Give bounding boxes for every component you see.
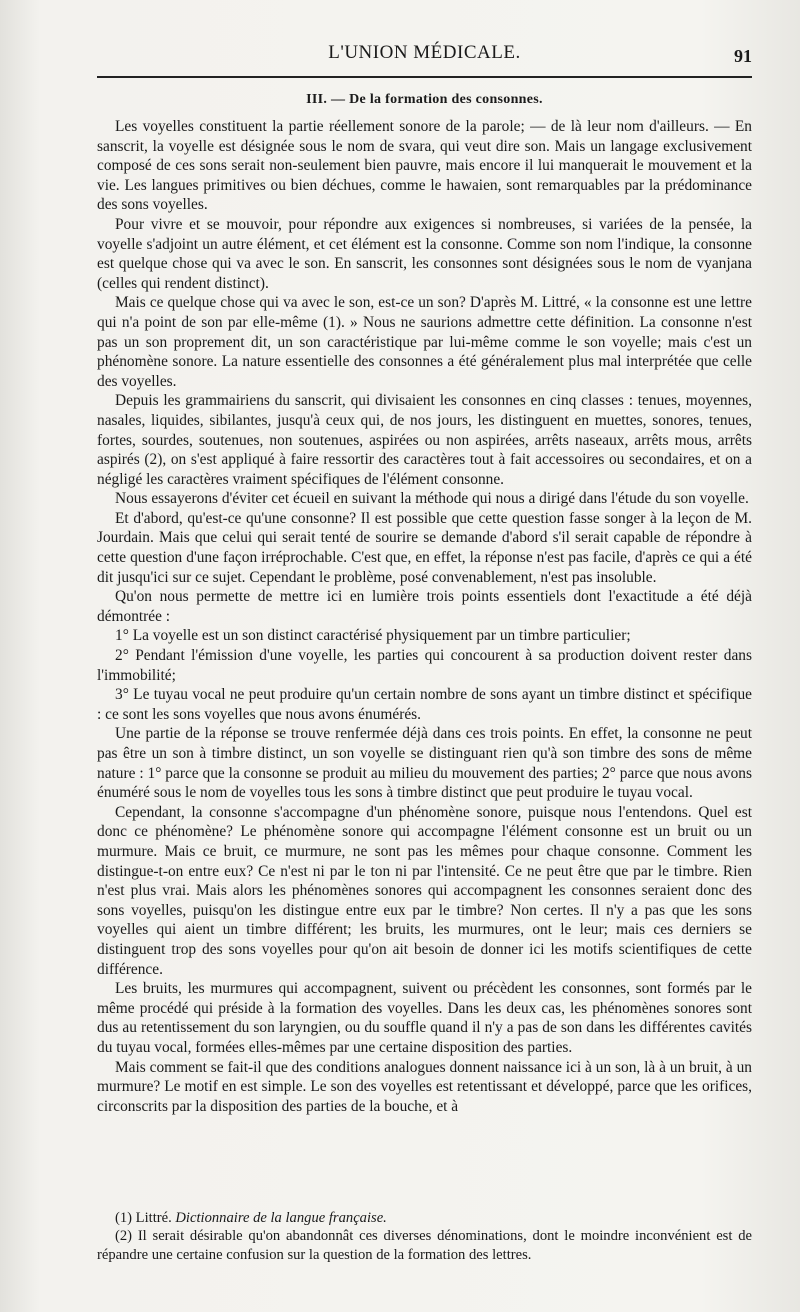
paragraph: Une partie de la réponse se trouve renfermée déjà dans ces trois points. En effet, la consonne ne peut pas être un son à timbre distinct, un son voyelle se distinguant rien qu'à son timbre des sons de même nature : 1° parce que la consonne se produit au milieu du mouvement des parties; 2° parce que nous avons énuméré sous le nom de voyelles tous les sons à timbre distinct que peut produire le tuyau vocal.	[97, 725, 752, 802]
paragraph: Mais ce quelque chose qui va avec le son, est-ce un son? D'après M. Littré, « la consonne est une lettre qui n'a point de son par elle-même (1). » Nous ne saurions admettre cette définition. La consonne n'est pas un son proprement dit, un son caractéristique par lui-même comme le son voyelle; mais c'est un phénomène sonore. La nature essentielle des consonnes a été généralement plus mal interprétée que celle des voyelles.	[97, 294, 752, 390]
footnotes	[97, 1209, 752, 1264]
paragraph: Les voyelles constituent la partie réellement sonore de la parole; — de là leur nom d'ailleurs. — En sanscrit, la voyelle est désignée sous le nom de svara, qui veut dire son. Mais un langage exclusivement composé de ces sons serait non-seulement bien pauvre, mais encore il lui manquerait le mouvement et la vie. Les langues primitives ou bien déchues, comme le hawaien, sont remarquables par la prédominance des sons voyelles.	[97, 118, 752, 214]
paragraph: Pour vivre et se mouvoir, pour répondre aux exigences si nombreuses, si variées de la pensée, la voyelle s'adjoint un autre élément, et cet élément est la consonne. Comme son nom l'indique, la consonne est quelque chose qui va avec le son. En sanscrit, les consonnes sont désignées sous le nom de vyanjana (celles qui rendent distinct).	[97, 215, 752, 292]
page-number: 91	[734, 46, 752, 66]
running-title: L'UNION MÉDICALE.	[328, 42, 521, 63]
body-text	[97, 117, 752, 1116]
paragraph: Cependant, la consonne s'accompagne d'un phénomène sonore, puisque nous l'entendons. Quel est donc ce phénomène? Le phénomène sonore qui accompagne l'élément consonne est un bruit ou un murmure. Mais ce bruit, ce murmure, ne sont pas les mêmes pour chaque consonne. Comment les distingue-t-on entre eux? Ce n'est ni par le ton ni par l'intensité. Ce ne peut être que par le timbre. Rien n'est plus vrai. Mais alors les phénomènes sonores qui accompagnent les consonnes seraient donc des sons voyelles, puisqu'on les distingue entre eux par le timbre? Non certes. Il n'y a pas que les sons voyelles qui aient un timbre différent; les bruits, les murmures, ont le leur; mais ces derniers se distinguent trop des sons voyelles pour qu'on ait besoin de donner ici les motifs scientifiques de cette différence.	[97, 803, 752, 978]
numbered-point: 2° Pendant l'émission d'une voyelle, les parties qui concourent à sa production doivent rester dans l'immobilité;	[97, 647, 752, 684]
paragraph: Nous essayerons d'éviter cet écueil en suivant la méthode qui nous a dirigé dans l'étude du son voyelle.	[115, 490, 749, 508]
paragraph: Qu'on nous permette de mettre ici en lumière trois points essentiels dont l'exactitude a été déjà démontrée :	[97, 588, 752, 625]
footnote-1-reference: Dictionnaire de la langue française.	[175, 1210, 387, 1226]
numbered-point: 3° Le tuyau vocal ne peut produire qu'un certain nombre de sons ayant un timbre distinct et spécifique : ce sont les sons voyelles que nous avons énumérés.	[97, 686, 752, 723]
footnote-1-prefix: (1) Littré.	[115, 1210, 172, 1226]
paragraph: Et d'abord, qu'est-ce qu'une consonne? Il est possible que cette question fasse songer à la leçon de M. Jourdain. Mais que celui qui serait tenté de sourire se demande d'abord s'il serait capable de répondre à cette question d'une façon irréprochable. C'est que, en effet, la réponse n'est pas facile, d'après ce qui a été dit jusqu'ici sur ce sujet. Cependant le problème, posé convenablement, n'est pas insoluble.	[97, 509, 752, 586]
footnote-1	[97, 1209, 752, 1227]
paragraph: Les bruits, les murmures qui accompagnent, suivent ou précèdent les consonnes, sont formés par le même procédé qui préside à la formation des voyelles. Dans les deux cas, les phénomènes sonores sont dus au retentissement du son laryngien, ou du souffle quand il n'y a pas de son dans les différentes cavités du tuyau vocal, formées elles-mêmes par une certaine disposition des parties.	[97, 980, 752, 1056]
section-title: III. — De la formation des consonnes.	[306, 92, 543, 107]
numbered-point: 1° La voyelle est un son distinct caractérisé physiquement par un timbre particulier;	[115, 627, 631, 645]
paragraph: Mais comment se fait-il que des conditions analogues donnent naissance ici à un son, là à un bruit, à un murmure? Le motif en est simple. Le son des voyelles est retentissant et développé, parce que les orifices, circonscrits par la disposition des parties de la bouche, et à	[97, 1058, 752, 1115]
footnote-2: (2) Il serait désirable qu'on abandonnât ces diverses dénominations, dont le moindre inconvénient est de répandre une certaine confusion sur la question de la formation des lettres.	[97, 1228, 752, 1263]
running-header	[97, 40, 752, 78]
paragraph: Depuis les grammairiens du sanscrit, qui divisaient les consonnes en cinq classes : tenues, moyennes, nasales, liquides, sibilantes, jusqu'à ceux qui, de nos jours, les distinguent en muettes, sonores, tenues, fortes, sourdes, soutenues, non soutenues, aspirées ou non aspirées, arrêts naseaux, arrêts mous, arrêts aspirés (2), on s'est appliqué à faire ressortir des caractères tout à fait accessoires ou secondaires, et on a négligé les caractères vraiment spécifiques de l'élément consonne.	[97, 392, 752, 488]
